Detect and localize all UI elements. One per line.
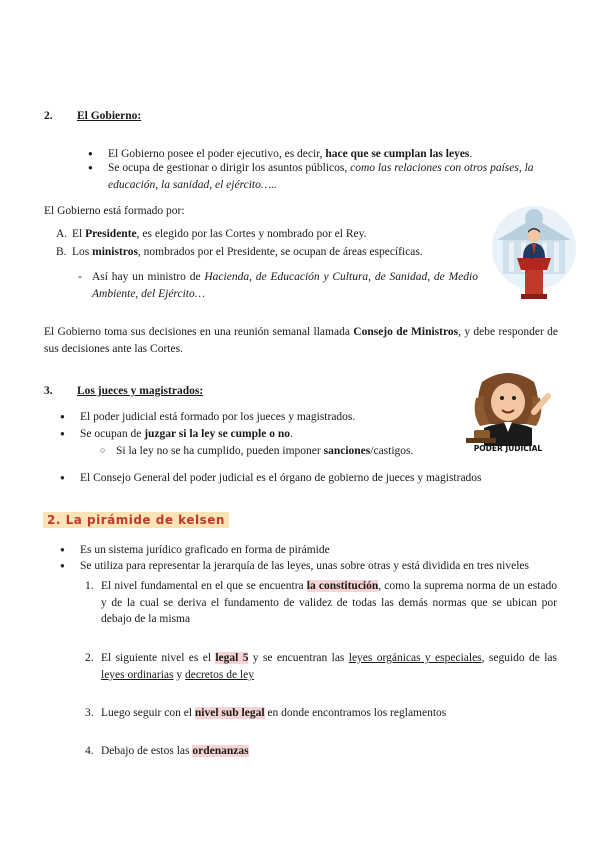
- list-item: ○ Si la ley no se ha cumplido, pueden imponer sanciones/castigos.: [116, 443, 446, 460]
- judge-illustration: [460, 368, 556, 458]
- list-item: ● Se ocupa de gestionar o dirigir los asuntos públicos, como las relaciones con otros países, la educación, la sanidad, el ejército…..: [108, 160, 558, 193]
- judge-caption: PODER JUDICIAL: [473, 444, 543, 453]
- list-item: - Así hay un ministro de Hacienda, de Educación y Cultura, de Sanidad, de Medio Ambiente, del Ejército…: [92, 269, 478, 302]
- section-title-gobierno: El Gobierno:: [77, 110, 142, 122]
- list-item: ● Se utiliza para representar la jerarquía de las leyes, unas sobre otras y está dividida en tres niveles: [80, 558, 560, 575]
- list-item: 2. El siguiente nivel es el legal 5 y se encuentran las leyes orgánicas y especiales, seguido de las leyes ordinarias y decretos de ley: [85, 652, 557, 681]
- list-item: 3. Luego seguir con el nivel sub legal en donde encontramos los reglamentos: [85, 707, 447, 719]
- list-item: ● El Consejo General del poder judicial es el órgano de gobierno de jueces y magistrados: [80, 470, 570, 487]
- list-item: ● El Gobierno posee el poder ejecutivo, es decir, hace que se cumplan las leyes.: [108, 146, 558, 163]
- president-illustration: [485, 198, 583, 302]
- paragraph: El Gobierno toma sus decisiones en una reunión semanal llamada Consejo de Ministros, y debe responder de sus decisiones ante las Cortes.: [44, 326, 558, 355]
- list-item: ● Es un sistema jurídico graficado en forma de pirámide: [80, 542, 560, 559]
- section-title-jueces: Los jueces y magistrados:: [77, 385, 204, 397]
- section-number-gobierno: 2.: [44, 110, 53, 122]
- list-item: A. El Presidente, es elegido por las Cortes y nombrado por el Rey.: [56, 228, 367, 240]
- list-item: B. Los ministros, nombrados por el Presidente, se ocupan de áreas específicas.: [56, 246, 423, 258]
- list-item: 4. Debajo de estos las ordenanzas: [85, 745, 249, 757]
- paragraph: El Gobierno está formado por:: [44, 205, 185, 217]
- section-title-kelsen: 2. La pirámide de kelsen: [43, 512, 229, 530]
- list-item: ● El poder judicial está formado por los jueces y magistrados.: [80, 409, 440, 426]
- list-item: 1. El nivel fundamental en el que se encuentra la constitución, como la suprema norma de un estado y de la cual se deriva el fundamento de validez de todas las demás normas que se ubican por debajo de la misma: [85, 580, 557, 626]
- section-number-jueces: 3.: [44, 385, 53, 397]
- list-item: ● Se ocupan de juzgar si la ley se cumple o no.: [80, 426, 440, 443]
